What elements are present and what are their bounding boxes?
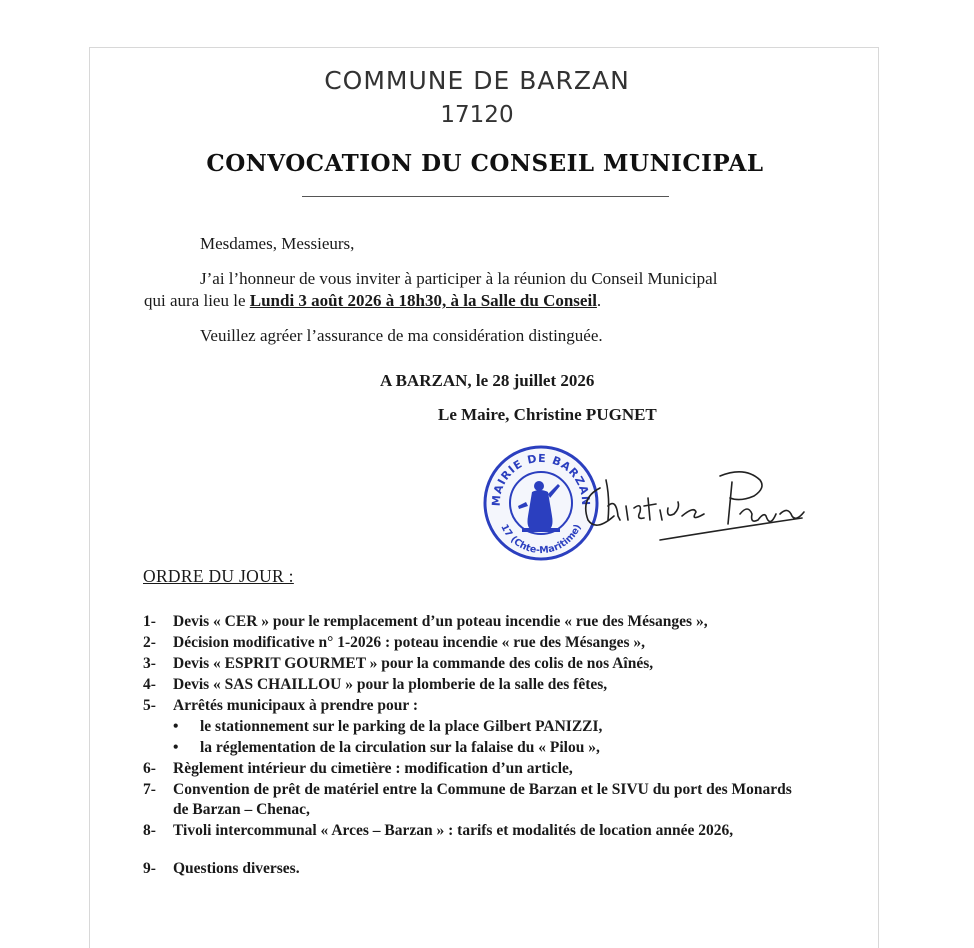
intro-line-1: J’ai l’honneur de vous inviter à participer à la réunion du Conseil Municipal [200,269,718,288]
agenda-subitem: • le stationnement sur le parking de la place Gilbert PANIZZI, [173,718,603,735]
svg-text:MAIRIE DE BARZAN: MAIRIE DE BARZAN [489,451,593,507]
closing-formula: Veuillez agréer l’assurance de ma considération distinguée. [200,326,603,345]
intro-line-2 [144,291,601,311]
agenda-item: 1- Devis « CER » pour le remplacement d’un poteau incendie « rue des Mésanges », [143,613,708,630]
intro-prefix: qui aura lieu le [144,291,250,310]
meeting-datetime: Lundi 3 août 2026 à 18h30, à la Salle du Conseil [249,291,597,310]
agenda-heading: ORDRE DU JOUR : [143,566,294,586]
bullet-icon: • [173,739,179,756]
postcode: 17120 [440,102,514,128]
agenda-item: 8- Tivoli intercommunal « Arces – Barzan » : tarifs et modalités de location année 2026, [143,822,734,839]
title-divider [302,196,669,197]
agenda-item: 9- Questions diverses. [143,860,300,877]
agenda-item: 2- Décision modificative n° 1-2026 : poteau incendie « rue des Mésanges », [143,634,646,651]
salutation: Mesdames, Messieurs, [200,234,355,253]
agenda-subitem: • la réglementation de la circulation sur la falaise du « Pilou », [173,739,600,756]
bullet-icon: • [173,718,179,735]
agenda-item: 5- Arrêtés municipaux à prendre pour : [143,697,418,714]
agenda-item: 3- Devis « ESPRIT GOURMET » pour la commande des colis de nos Aînés, [143,655,654,672]
agenda-item: 7- Convention de prêt de matériel entre la Commune de Barzan et le SIVU du port des Monards [143,781,792,798]
document-title: CONVOCATION DU CONSEIL MUNICIPAL [206,150,764,177]
agenda-item: 6- Règlement intérieur du cimetière : modification d’un article, [143,760,573,777]
agenda-item: 4- Devis « SAS CHAILLOU » pour la plomberie de la salle des fêtes, [143,676,608,693]
intro-suffix: . [596,291,602,310]
place-date: A BARZAN, le 28 juillet 2026 [380,371,595,390]
signatory: Le Maire, Christine PUGNET [438,405,657,424]
mayor-signature [570,458,820,558]
svg-text:17 (Chte-Maritime): 17 (Chte-Maritime) [498,522,584,557]
agenda-item-continuation: de Barzan – Chenac, [173,801,310,818]
commune-name: COMMUNE DE BARZAN [324,66,630,95]
